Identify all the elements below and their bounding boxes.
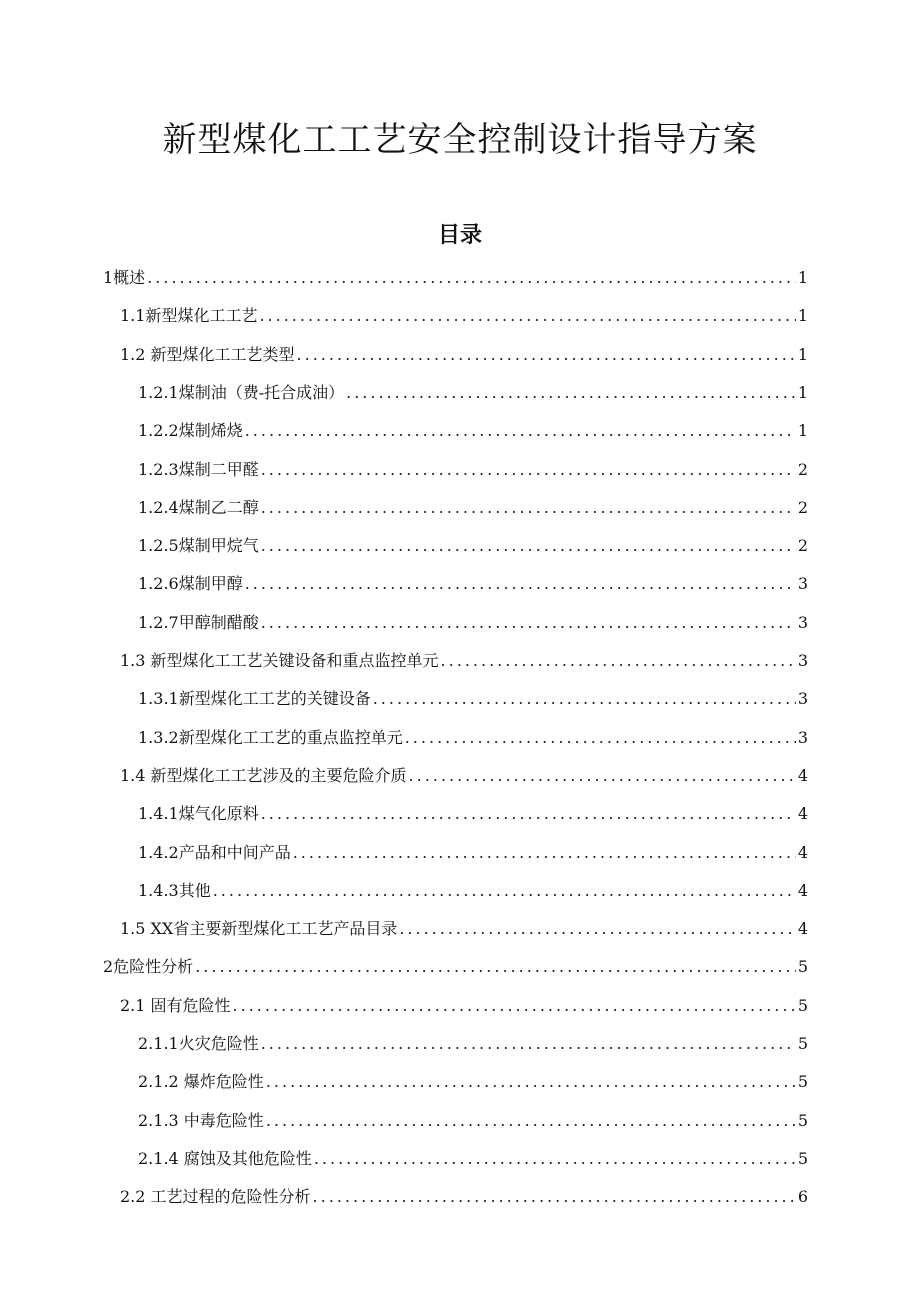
- toc-entry[interactable]: [138, 374, 808, 412]
- toc-leader-dots: [261, 527, 796, 565]
- toc-leader-dots: [261, 795, 796, 833]
- toc-leader-dots: [259, 297, 795, 335]
- toc-entry[interactable]: [138, 680, 808, 718]
- toc-entry[interactable]: [138, 604, 808, 642]
- toc-entry-label: 2.1.4 腐蚀及其他危险性: [138, 1148, 312, 1168]
- toc-leader-dots: [195, 948, 796, 986]
- toc-leader-dots: [261, 604, 796, 642]
- toc-page-number: 5: [797, 995, 808, 1015]
- toc-entry[interactable]: [138, 834, 808, 872]
- toc-entry-label: 1.4.1煤气化原料: [138, 804, 259, 824]
- toc-entry[interactable]: [120, 987, 808, 1025]
- toc-entry[interactable]: [120, 297, 808, 335]
- toc-page-number: 4: [797, 880, 808, 900]
- toc-leader-dots: [233, 987, 796, 1025]
- toc-entry-label: 1.1新型煤化工工艺: [120, 306, 258, 326]
- toc-page-number: 5: [797, 1034, 808, 1053]
- toc-entry[interactable]: [120, 336, 808, 374]
- toc-entry-label: 1.2 新型煤化工工艺类型: [120, 344, 295, 364]
- toc-leader-dots: [245, 412, 796, 450]
- toc-page-number: 4: [797, 842, 808, 862]
- toc-leader-dots: [313, 1178, 796, 1216]
- toc-entry[interactable]: [120, 1178, 808, 1216]
- toc-entry-label: 2.2 工艺过程的危险性分析: [120, 1187, 311, 1207]
- toc-entry-label: 1.2.4煤制乙二醇: [138, 497, 259, 517]
- toc-page-number: 1: [797, 306, 808, 326]
- toc-leader-dots: [441, 642, 796, 680]
- toc-entry[interactable]: [138, 1140, 808, 1178]
- toc-leader-dots: [266, 1063, 796, 1101]
- toc-leader-dots: [245, 565, 796, 603]
- toc-entry[interactable]: [120, 910, 808, 948]
- toc-entry-label: 1.3.2新型煤化工工艺的重点监控单元: [138, 727, 403, 747]
- toc-entry[interactable]: [138, 565, 808, 603]
- toc-entry-label: 2危险性分析: [103, 957, 194, 977]
- toc-entry-label: 2.1 固有危险性: [120, 995, 231, 1015]
- toc-leader-dots: [213, 872, 796, 910]
- toc-page-number: 2: [797, 536, 808, 556]
- toc-entry-label: 2.1.3 中毒危险性: [138, 1110, 264, 1130]
- toc-leader-dots: [373, 680, 796, 718]
- toc-entry-label: 1.4 新型煤化工工艺涉及的主要危险介质: [120, 765, 407, 785]
- toc-page-number: 6: [797, 1187, 808, 1207]
- toc-entry-label: 1.3 新型煤化工工艺关键设备和重点监控单元: [120, 651, 439, 670]
- toc-heading: 目录: [437, 223, 482, 248]
- toc-entry[interactable]: [138, 489, 808, 527]
- toc-entry-label: 1.4.3其他: [138, 880, 211, 900]
- toc-entry-label: 1.2.3煤制二甲醛: [138, 459, 259, 479]
- toc-entry-label: 1.3.1新型煤化工工艺的关键设备: [138, 689, 371, 709]
- toc-page-number: 3: [797, 612, 808, 632]
- toc-leader-dots: [293, 834, 796, 872]
- toc-page-number: 1: [797, 421, 808, 441]
- toc-entry-label: 1.2.1煤制油（费-托合成油）: [138, 382, 345, 402]
- toc-leader-dots: [346, 374, 796, 412]
- toc-page-number: 5: [797, 1110, 808, 1130]
- toc-leader-dots: [297, 336, 796, 374]
- toc-leader-dots: [314, 1140, 796, 1178]
- toc-page-number: 1: [797, 382, 808, 402]
- toc-page-number: 3: [797, 727, 808, 747]
- toc-entry-label: 1.2.7甲醇制醋酸: [138, 612, 259, 632]
- toc-page-number: 1: [797, 268, 808, 287]
- toc-entry-label: 1.2.6煤制甲醇: [138, 574, 243, 594]
- toc-page-number: 5: [797, 957, 808, 977]
- toc-entry[interactable]: [138, 1063, 808, 1101]
- toc-entry-label: 2.1.2 爆炸危险性: [138, 1072, 264, 1092]
- toc-entry-label: 1概述: [103, 268, 146, 287]
- toc-leader-dots: [266, 1102, 796, 1140]
- toc-page-number: 3: [797, 574, 808, 594]
- toc-entry[interactable]: [138, 872, 808, 910]
- toc-entry[interactable]: [138, 451, 808, 489]
- toc-entry[interactable]: [103, 259, 808, 297]
- toc-entry-label: 1.4.2产品和中间产品: [138, 842, 291, 862]
- toc-entry[interactable]: [138, 527, 808, 565]
- toc-entry-label: 1.2.2煤制烯烧: [138, 421, 243, 441]
- toc-entry[interactable]: [138, 795, 808, 833]
- toc-leader-dots: [147, 259, 796, 297]
- toc-page-number: 5: [797, 1072, 808, 1092]
- toc-entry-label: 1.5 XX省主要新型煤化工工艺产品目录: [120, 919, 398, 939]
- toc-leader-dots: [405, 719, 796, 757]
- toc-leader-dots: [261, 1025, 796, 1063]
- toc-entry[interactable]: [138, 412, 808, 450]
- toc-page-number: 2: [797, 459, 808, 479]
- toc-leader-dots: [261, 489, 796, 527]
- toc-entry[interactable]: [138, 1025, 808, 1063]
- toc-entry-label: 1.2.5煤制甲烷气: [138, 536, 259, 556]
- toc-entry[interactable]: [138, 1102, 808, 1140]
- toc-page-number: 3: [797, 651, 808, 670]
- toc-leader-dots: [261, 451, 796, 489]
- toc-entry-label: 2.1.1火灾危险性: [138, 1034, 259, 1053]
- toc-page-number: 4: [797, 919, 808, 939]
- toc-entry[interactable]: [120, 642, 808, 680]
- toc-page-number: 4: [797, 804, 808, 824]
- toc-entry[interactable]: [120, 757, 808, 795]
- document-title: 新型煤化工工艺安全控制设计指导方案: [162, 120, 758, 160]
- toc-leader-dots: [409, 757, 796, 795]
- toc-leader-dots: [399, 910, 795, 948]
- toc-page-number: 1: [797, 344, 808, 364]
- toc-entry[interactable]: [103, 948, 808, 986]
- toc-entry[interactable]: [138, 719, 808, 757]
- toc-page-number: 4: [797, 765, 808, 785]
- toc-page-number: 3: [797, 689, 808, 709]
- toc-page-number: 2: [797, 497, 808, 517]
- toc-page-number: 5: [797, 1148, 808, 1168]
